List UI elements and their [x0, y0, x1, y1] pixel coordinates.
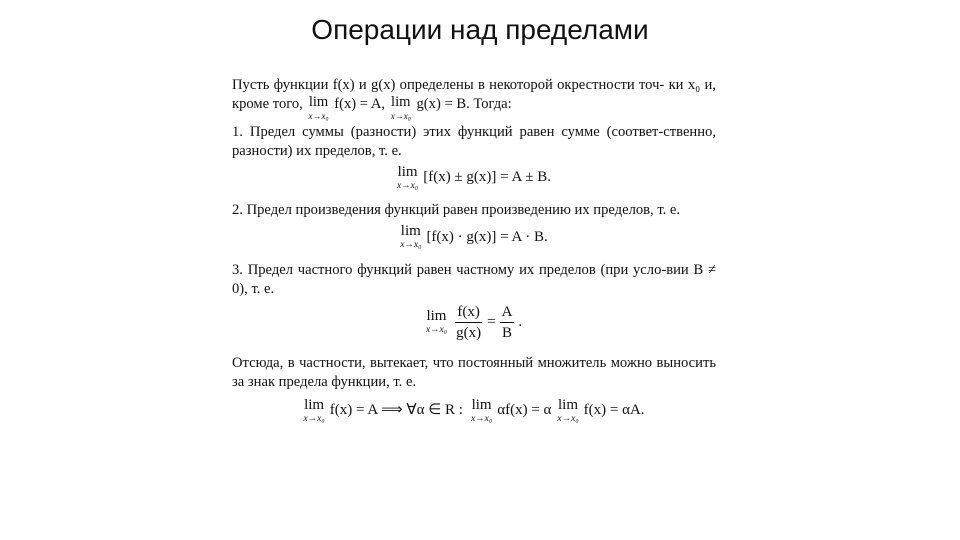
- inline-limit-2: [391, 95, 411, 121]
- rule-1-formula: [232, 165, 716, 192]
- fraction-denominator: B: [501, 324, 512, 341]
- final-expression-1: f(x) = A ⟹ ∀α ∈ R :: [329, 402, 463, 419]
- rule-2-text: 2. Предел произведения функций равен произведению их пределов, т. е.: [232, 202, 681, 219]
- conclusion-text: Отсюда, в частности, вытекает, что постоянный множитель можно выносить за знак предела функции, т. е.: [232, 354, 716, 390]
- lim-word: lim: [426, 307, 447, 324]
- rule-3-text: 3. Предел частного функций равен частному их пределов (при усло-вии B ≠ 0), т. е.: [232, 261, 716, 297]
- equals-sign: =: [487, 313, 496, 330]
- limit-operator: [557, 398, 578, 425]
- constant-factor-formula: [232, 398, 716, 425]
- limit-operator: [397, 165, 418, 192]
- intro-line-2-start: ки x₀ и, кроме того,: [232, 77, 716, 112]
- lim-word: lim: [308, 94, 329, 110]
- intro-line-1: Пусть функции f(x) и g(x) определены в некоторой окрестности точ-: [232, 77, 665, 93]
- lim-word: lim: [391, 94, 411, 110]
- lim-subscript: x→x₀: [470, 413, 493, 424]
- lim-subscript: x→x₀: [390, 110, 411, 121]
- final-expression-3: f(x) = αA.: [583, 402, 645, 419]
- limit-operator: [303, 398, 324, 425]
- formula-period: .: [518, 313, 523, 330]
- intro-paragraph: [232, 76, 716, 121]
- theorem-text: [232, 76, 716, 434]
- lim-subscript: x→x₀: [308, 110, 329, 121]
- fraction-ab: [500, 303, 515, 342]
- lim-word: lim: [397, 163, 418, 180]
- fraction-numerator: f(x): [455, 303, 482, 323]
- limit-operator: [471, 398, 492, 425]
- fraction-denominator: g(x): [456, 324, 482, 341]
- lim-subscript: x→x₀: [400, 240, 422, 251]
- lim-subscript: x→x₀: [303, 413, 325, 424]
- final-expression-2: αf(x) = α: [497, 402, 552, 419]
- lim-word: lim: [400, 223, 421, 240]
- rule-1-expression: [f(x) ± g(x)] = A ± B.: [423, 169, 552, 186]
- slide-title: Операции над пределами: [311, 14, 649, 45]
- lim-subscript: x→x₀: [425, 324, 448, 335]
- limit-operator: [426, 309, 447, 336]
- rule-2-formula: [232, 224, 716, 251]
- lim-word: lim: [471, 396, 492, 413]
- fraction-fg: [454, 303, 483, 342]
- rule-2-expression: [f(x) · g(x)] = A · B.: [426, 228, 548, 245]
- inline-limit-1: [308, 95, 328, 121]
- rule-3-formula: [232, 303, 716, 342]
- lim-subscript: x→x₀: [396, 180, 419, 191]
- intro-expr-2: g(x) = B. Тогда:: [416, 96, 512, 112]
- lim-word: lim: [304, 396, 325, 413]
- fraction-numerator: A: [500, 303, 515, 323]
- rule-1-text: 1. Предел суммы (разности) этих функций равен сумме (соответ-ственно, разности) их пределов, т. е.: [232, 123, 716, 159]
- lim-subscript: x→x₀: [557, 413, 579, 424]
- lim-word: lim: [558, 396, 579, 413]
- limit-operator: [400, 224, 421, 251]
- intro-expr-1: f(x) = A,: [334, 96, 386, 112]
